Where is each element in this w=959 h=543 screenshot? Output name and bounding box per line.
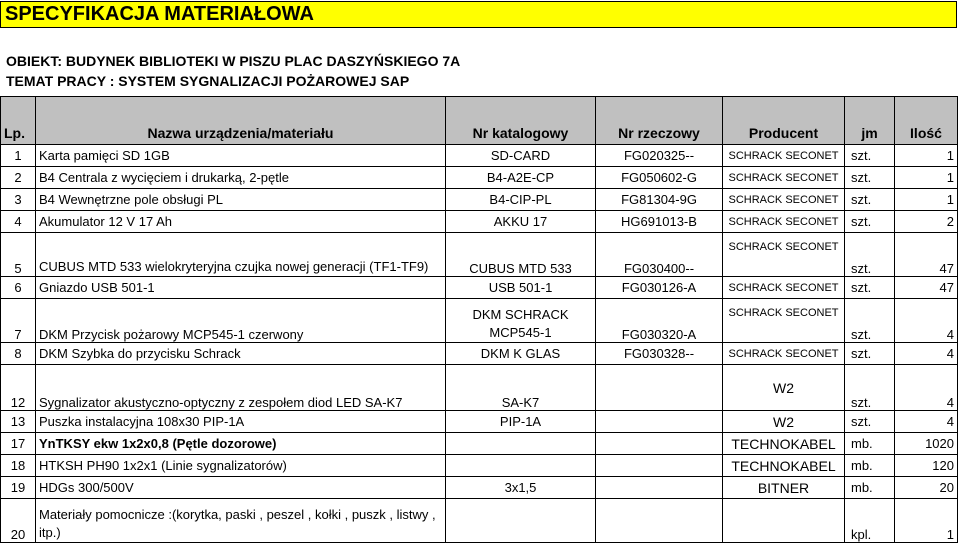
cell-catalog: DKM SCHRACK MCP545-1 bbox=[446, 299, 596, 343]
cell-catalog: AKKU 17 bbox=[446, 211, 596, 233]
cell-lp: 12 bbox=[1, 365, 36, 411]
cell-qty: 47 bbox=[895, 277, 958, 299]
work-line: TEMAT PRACY : SYSTEM SYGNALIZACJI POŻAROWEJ SAP bbox=[6, 73, 410, 89]
cell-item-no bbox=[596, 455, 723, 477]
cell-name: Sygnalizator akustyczno-optyczny z zespołem diod LED SA-K7 bbox=[36, 365, 446, 411]
cell-unit: szt. bbox=[845, 211, 895, 233]
cell-unit: szt. bbox=[845, 277, 895, 299]
cell-catalog: CUBUS MTD 533 bbox=[446, 233, 596, 277]
table-row bbox=[1, 343, 958, 365]
cell-item-no: FG81304-9G bbox=[596, 189, 723, 211]
cell-lp: 4 bbox=[1, 211, 36, 233]
cell-item-no: HG691013-B bbox=[596, 211, 723, 233]
cell-qty: 4 bbox=[895, 365, 958, 411]
cell-unit: kpl. bbox=[845, 499, 895, 543]
cell-name: DKM Przycisk pożarowy MCP545-1 czerwony bbox=[36, 299, 446, 343]
cell-lp: 1 bbox=[1, 145, 36, 167]
table-row bbox=[1, 477, 958, 499]
cell-lp: 8 bbox=[1, 343, 36, 365]
header-item-no: Nr rzeczowy bbox=[596, 97, 723, 145]
cell-name: Puszka instalacyjna 108x30 PIP-1A bbox=[36, 411, 446, 433]
cell-unit: szt. bbox=[845, 189, 895, 211]
cell-qty: 2 bbox=[895, 211, 958, 233]
cell-qty: 1 bbox=[895, 499, 958, 543]
cell-item-no: FG030320-A bbox=[596, 299, 723, 343]
cell-qty: 20 bbox=[895, 477, 958, 499]
cell-producer: SCHRACK SECONET bbox=[723, 211, 845, 233]
cell-item-no: FG030400-- bbox=[596, 233, 723, 277]
cell-item-no bbox=[596, 433, 723, 455]
cell-lp: 17 bbox=[1, 433, 36, 455]
cell-item-no: FG030328-- bbox=[596, 343, 723, 365]
cell-unit: szt. bbox=[845, 167, 895, 189]
cell-catalog: USB 501-1 bbox=[446, 277, 596, 299]
cell-qty: 1 bbox=[895, 189, 958, 211]
cell-lp: 19 bbox=[1, 477, 36, 499]
cell-lp: 13 bbox=[1, 411, 36, 433]
cell-producer: W2 bbox=[723, 365, 845, 411]
cell-lp: 2 bbox=[1, 167, 36, 189]
cell-unit: szt. bbox=[845, 145, 895, 167]
cell-producer: TECHNOKABEL bbox=[723, 455, 845, 477]
cell-item-no: FG050602-G bbox=[596, 167, 723, 189]
cell-producer: SCHRACK SECONET bbox=[723, 233, 845, 277]
cell-name: DKM Szybka do przycisku Schrack bbox=[36, 343, 446, 365]
cell-item-no: FG030126-A bbox=[596, 277, 723, 299]
cell-catalog bbox=[446, 433, 596, 455]
table-row bbox=[1, 189, 958, 211]
header-catalog: Nr katalogowy bbox=[446, 97, 596, 145]
cell-lp: 3 bbox=[1, 189, 36, 211]
cell-producer: SCHRACK SECONET bbox=[723, 145, 845, 167]
cell-item-no: FG020325-- bbox=[596, 145, 723, 167]
cell-name: CUBUS MTD 533 wielokryteryjna czujka nowej generacji (TF1-TF9) bbox=[36, 233, 446, 277]
header-name: Nazwa urządzenia/materiału bbox=[36, 97, 446, 145]
cell-item-no bbox=[596, 499, 723, 543]
materials-table bbox=[0, 96, 958, 543]
table-row bbox=[1, 211, 958, 233]
cell-name: Akumulator 12 V 17 Ah bbox=[36, 211, 446, 233]
cell-qty: 1 bbox=[895, 145, 958, 167]
header-lp: Lp. bbox=[1, 97, 36, 145]
table-row bbox=[1, 455, 958, 477]
cell-unit: mb. bbox=[845, 455, 895, 477]
cell-lp: 20 bbox=[1, 499, 36, 543]
cell-lp: 18 bbox=[1, 455, 36, 477]
cell-qty: 4 bbox=[895, 343, 958, 365]
cell-lp: 6 bbox=[1, 277, 36, 299]
cell-producer: SCHRACK SECONET bbox=[723, 343, 845, 365]
cell-catalog: 3x1,5 bbox=[446, 477, 596, 499]
header-unit: jm bbox=[845, 97, 895, 145]
cell-name: HDGs 300/500V bbox=[36, 477, 446, 499]
table-row bbox=[1, 277, 958, 299]
sheet-title: SPECYFIKACJA MATERIAŁOWA bbox=[5, 3, 314, 25]
header-row bbox=[1, 97, 958, 145]
cell-qty: 120 bbox=[895, 455, 958, 477]
table-row bbox=[1, 299, 958, 343]
table-row bbox=[1, 233, 958, 277]
cell-name: YnTKSY ekw 1x2x0,8 (Pętle dozorowe) bbox=[36, 433, 446, 455]
cell-producer: SCHRACK SECONET bbox=[723, 167, 845, 189]
cell-catalog: DKM K GLAS bbox=[446, 343, 596, 365]
cell-unit: mb. bbox=[845, 477, 895, 499]
cell-qty: 4 bbox=[895, 299, 958, 343]
cell-name: Gniazdo USB 501-1 bbox=[36, 277, 446, 299]
cell-catalog bbox=[446, 499, 596, 543]
header-qty: Ilość bbox=[895, 97, 958, 145]
cell-qty: 4 bbox=[895, 411, 958, 433]
cell-unit: mb. bbox=[845, 433, 895, 455]
cell-catalog: SD-CARD bbox=[446, 145, 596, 167]
header-producer: Producent bbox=[723, 97, 845, 145]
cell-lp: 7 bbox=[1, 299, 36, 343]
cell-name: HTKSH PH90 1x2x1 (Linie sygnalizatorów) bbox=[36, 455, 446, 477]
cell-name: Karta pamięci SD 1GB bbox=[36, 145, 446, 167]
cell-unit: szt. bbox=[845, 365, 895, 411]
table-row bbox=[1, 145, 958, 167]
cell-name: B4 Centrala z wycięciem i drukarką, 2-pętle bbox=[36, 167, 446, 189]
table-row bbox=[1, 365, 958, 411]
cell-lp: 5 bbox=[1, 233, 36, 277]
cell-unit: szt. bbox=[845, 299, 895, 343]
cell-qty: 1 bbox=[895, 167, 958, 189]
cell-catalog: B4-A2E-CP bbox=[446, 167, 596, 189]
cell-item-no bbox=[596, 477, 723, 499]
cell-catalog: SA-K7 bbox=[446, 365, 596, 411]
cell-producer: W2 bbox=[723, 411, 845, 433]
cell-name: Materiały pomocnicze :(korytka, paski , peszel , kołki , puszk , listwy , itp.) bbox=[36, 499, 446, 543]
cell-unit: szt. bbox=[845, 343, 895, 365]
object-line: OBIEKT: BUDYNEK BIBLIOTEKI W PISZU PLAC DASZYŃSKIEGO 7A bbox=[6, 53, 461, 69]
table-row bbox=[1, 499, 958, 543]
cell-producer: BITNER bbox=[723, 477, 845, 499]
cell-catalog: PIP-1A bbox=[446, 411, 596, 433]
cell-producer bbox=[723, 499, 845, 543]
cell-qty: 47 bbox=[895, 233, 958, 277]
cell-item-no bbox=[596, 411, 723, 433]
cell-producer: SCHRACK SECONET bbox=[723, 189, 845, 211]
cell-item-no bbox=[596, 365, 723, 411]
table-row bbox=[1, 167, 958, 189]
cell-unit: szt. bbox=[845, 411, 895, 433]
cell-catalog bbox=[446, 455, 596, 477]
cell-producer: TECHNOKABEL bbox=[723, 433, 845, 455]
cell-unit: szt. bbox=[845, 233, 895, 277]
cell-name: B4 Wewnętrzne pole obsługi PL bbox=[36, 189, 446, 211]
cell-producer: SCHRACK SECONET bbox=[723, 299, 845, 343]
table-row bbox=[1, 433, 958, 455]
cell-catalog: B4-CIP-PL bbox=[446, 189, 596, 211]
cell-producer: SCHRACK SECONET bbox=[723, 277, 845, 299]
title-bar bbox=[0, 1, 957, 28]
table-row bbox=[1, 411, 958, 433]
cell-qty: 1020 bbox=[895, 433, 958, 455]
